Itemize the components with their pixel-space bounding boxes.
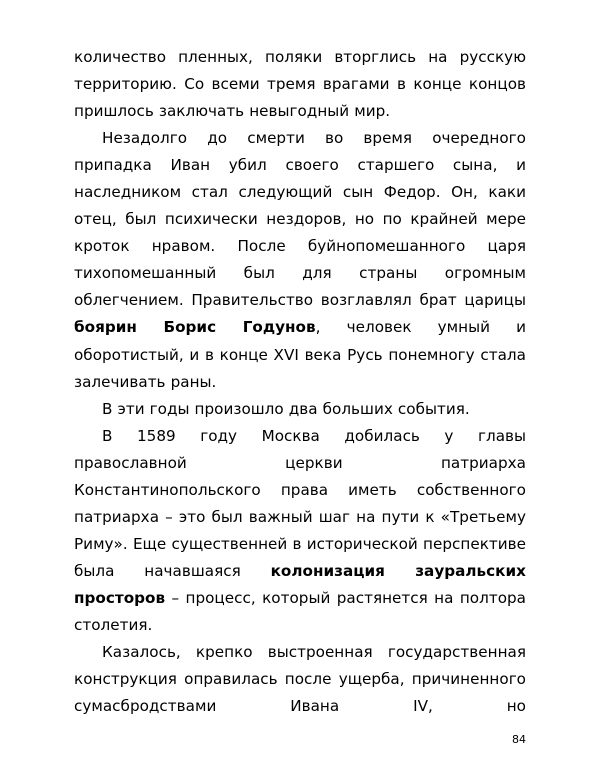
text-run: , человек умный и оборотистый, и в конце XVI века Русь понемногу стала залечивать раны.	[74, 318, 526, 391]
text-run: – процесс, который растянется на полтора столетия.	[74, 588, 526, 634]
paragraph	[74, 44, 526, 125]
text-run: В 1589 году Москва добилась у главы православной церкви патриарха Константинопольского права иметь собственного патриарха – это был важный шаг на пути к «Третьему Риму». Еще существенней в исторической перспективе была начавшаяся	[74, 426, 526, 580]
text-run: Незадолго до смерти во время очередного припадка Иван убил своего старшего сына, и наследником стал следующий сын Федор. Он, каки отец, был психически нездоров, но по крайней мере кроток нравом. После буйнопомешанного царя тихопомешанный был для страны огромным облегчением. Правительство возглавлял брат царицы	[74, 129, 526, 310]
text-run: В эти годы произошло два больших события.	[102, 399, 470, 418]
paragraph	[74, 423, 526, 639]
emphasized-text: боярин Борис Годунов	[74, 318, 316, 337]
paragraph	[74, 125, 526, 395]
page-number: 84	[512, 733, 526, 746]
paragraph	[74, 639, 526, 747]
text-run: Казалось, крепко выстроенная государственная конструкция оправилась после ущерба, причиненного сумасбродствами Ивана IV, но	[74, 643, 526, 716]
page-text-body	[74, 44, 526, 747]
paragraph	[74, 396, 526, 423]
emphasized-text: колонизация зауральских просторов	[74, 561, 526, 607]
text-run: количество пленных, поляки вторглись на русскую территорию. Со всеми тремя врагами в конце концов пришлось заключать невыгодный мир.	[74, 48, 526, 121]
